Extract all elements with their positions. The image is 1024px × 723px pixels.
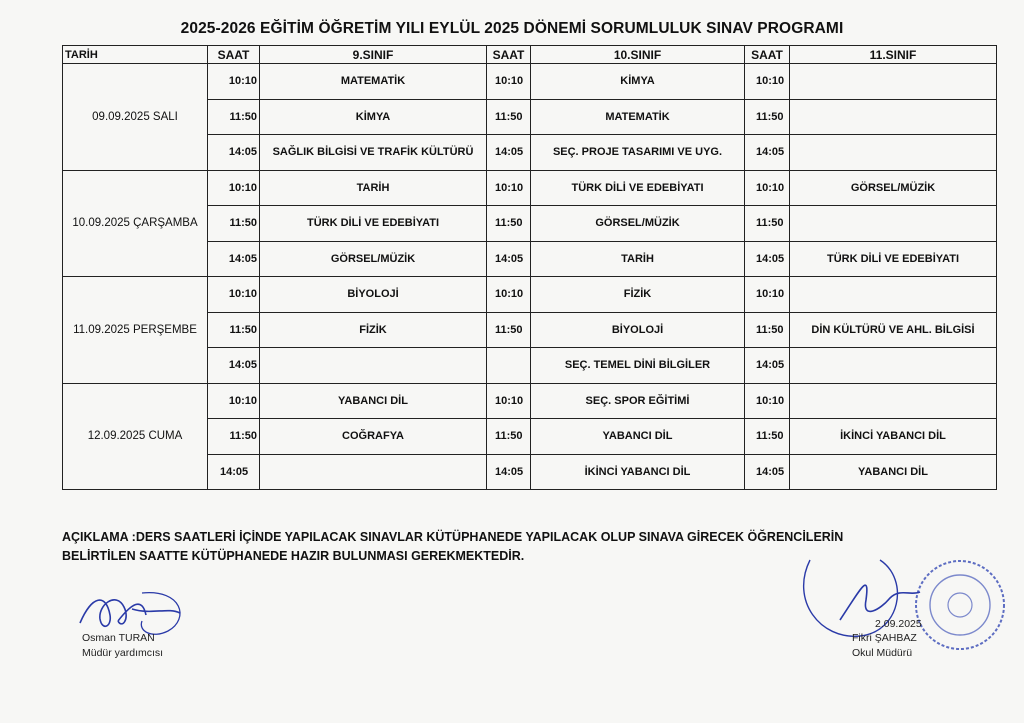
time-9: 11:50 [208, 99, 260, 135]
subject-9: TÜRK DİLİ VE EDEBİYATI [260, 206, 487, 242]
time-11: 11:50 [745, 419, 790, 455]
subject-10: FİZİK [531, 277, 745, 313]
subject-9: KİMYA [260, 99, 487, 135]
subject-11: GÖRSEL/MÜZİK [790, 170, 997, 206]
subject-10: SEÇ. TEMEL DİNİ BİLGİLER [531, 348, 745, 384]
header-10-sinif: 10.SINIF [531, 46, 745, 64]
right-signer-title: Okul Müdürü [852, 647, 913, 659]
subject-9: TARİH [260, 170, 487, 206]
time-11: 11:50 [745, 206, 790, 242]
subject-10: BİYOLOJİ [531, 312, 745, 348]
subject-9 [260, 454, 487, 490]
subject-9: FİZİK [260, 312, 487, 348]
time-11: 11:50 [745, 99, 790, 135]
time-10: 14:05 [487, 135, 531, 171]
subject-10: SEÇ. SPOR EĞİTİMİ [531, 383, 745, 419]
official-stamp-icon [790, 540, 1010, 680]
subject-10: TARİH [531, 241, 745, 277]
subject-11 [790, 135, 997, 171]
subject-11: İKİNCİ YABANCI DİL [790, 419, 997, 455]
exam-schedule-table [62, 45, 997, 490]
header-11-sinif: 11.SINIF [790, 46, 997, 64]
time-9: 14:05 [208, 348, 260, 384]
right-signature-block [790, 540, 1010, 680]
header-saat-9: SAAT [208, 46, 260, 64]
table-row [63, 170, 997, 206]
subject-10: TÜRK DİLİ VE EDEBİYATI [531, 170, 745, 206]
header-saat-10: SAAT [487, 46, 531, 64]
time-10: 10:10 [487, 383, 531, 419]
subject-9: GÖRSEL/MÜZİK [260, 241, 487, 277]
time-10: 14:05 [487, 454, 531, 490]
time-10: 10:10 [487, 170, 531, 206]
time-11: 10:10 [745, 64, 790, 100]
subject-11: DİN KÜLTÜRÜ VE AHL. BİLGİSİ [790, 312, 997, 348]
time-11: 10:10 [745, 170, 790, 206]
time-9: 11:50 [208, 312, 260, 348]
subject-11 [790, 383, 997, 419]
time-9: 11:50 [208, 419, 260, 455]
time-9: 14:05 [208, 241, 260, 277]
subject-11: TÜRK DİLİ VE EDEBİYATI [790, 241, 997, 277]
time-10: 14:05 [487, 241, 531, 277]
subject-10: SEÇ. PROJE TASARIMI VE UYG. [531, 135, 745, 171]
time-11: 14:05 [745, 241, 790, 277]
note-line-1: AÇIKLAMA :DERS SAATLERİ İÇİNDE YAPILACAK SINAVLAR KÜTÜPHANEDE YAPILACAK OLUP SINAVA GİRECEK ÖĞRENCİLERİN [62, 530, 844, 544]
note-line-2: BELİRTİLEN SAATTE KÜTÜPHANEDE HAZIR BULUNMASI GEREKMEKTEDİR. [62, 549, 525, 563]
subject-9: SAĞLIK BİLGİSİ VE TRAFİK KÜLTÜRÜ [260, 135, 487, 171]
subject-11: YABANCI DİL [790, 454, 997, 490]
time-9: 10:10 [208, 170, 260, 206]
table-row [63, 383, 997, 419]
day-date: 10.09.2025 ÇARŞAMBA [63, 170, 208, 277]
header-row [63, 46, 997, 64]
time-11: 10:10 [745, 277, 790, 313]
time-11: 14:05 [745, 135, 790, 171]
day-date: 09.09.2025 SALI [63, 64, 208, 171]
subject-10: YABANCI DİL [531, 419, 745, 455]
subject-11 [790, 206, 997, 242]
time-9: 10:10 [208, 277, 260, 313]
left-signer-title: Müdür yardımcısı [82, 647, 164, 659]
time-9: 10:10 [208, 64, 260, 100]
time-10: 11:50 [487, 312, 531, 348]
subject-10: KİMYA [531, 64, 745, 100]
time-11: 14:05 [745, 454, 790, 490]
time-11: 14:05 [745, 348, 790, 384]
day-date: 12.09.2025 CUMA [63, 383, 208, 490]
subject-10: İKİNCİ YABANCI DİL [531, 454, 745, 490]
subject-10: GÖRSEL/MÜZİK [531, 206, 745, 242]
subject-9: COĞRAFYA [260, 419, 487, 455]
table-row [63, 277, 997, 313]
time-10: 11:50 [487, 419, 531, 455]
subject-11 [790, 277, 997, 313]
subject-9: MATEMATİK [260, 64, 487, 100]
time-10: 11:50 [487, 99, 531, 135]
time-9: 14:05 [208, 454, 260, 490]
time-9: 11:50 [208, 206, 260, 242]
signature-date: 2.09.2025 [875, 618, 922, 630]
left-signer-name: Osman TURAN [82, 632, 155, 644]
time-10 [487, 348, 531, 384]
subject-9: YABANCI DİL [260, 383, 487, 419]
page-title: 2025-2026 EĞİTİM ÖĞRETİM YILI EYLÜL 2025 DÖNEMİ SORUMLULUK SINAV PROGRAMI [180, 20, 844, 37]
subject-11 [790, 64, 997, 100]
subject-11 [790, 99, 997, 135]
time-9: 10:10 [208, 383, 260, 419]
time-9: 14:05 [208, 135, 260, 171]
right-signer-name: Fikri ŞAHBAZ [852, 632, 917, 644]
time-10: 10:10 [487, 277, 531, 313]
time-11: 10:10 [745, 383, 790, 419]
header-tarih: TARİH [63, 46, 208, 64]
time-10: 11:50 [487, 206, 531, 242]
table-row [63, 64, 997, 100]
header-9-sinif: 9.SINIF [260, 46, 487, 64]
subject-9: BİYOLOJİ [260, 277, 487, 313]
time-10: 10:10 [487, 64, 531, 100]
subject-10: MATEMATİK [531, 99, 745, 135]
left-signature-block [72, 585, 232, 665]
subject-9 [260, 348, 487, 384]
day-date: 11.09.2025 PERŞEMBE [63, 277, 208, 384]
subject-11 [790, 348, 997, 384]
time-11: 11:50 [745, 312, 790, 348]
header-saat-11: SAAT [745, 46, 790, 64]
